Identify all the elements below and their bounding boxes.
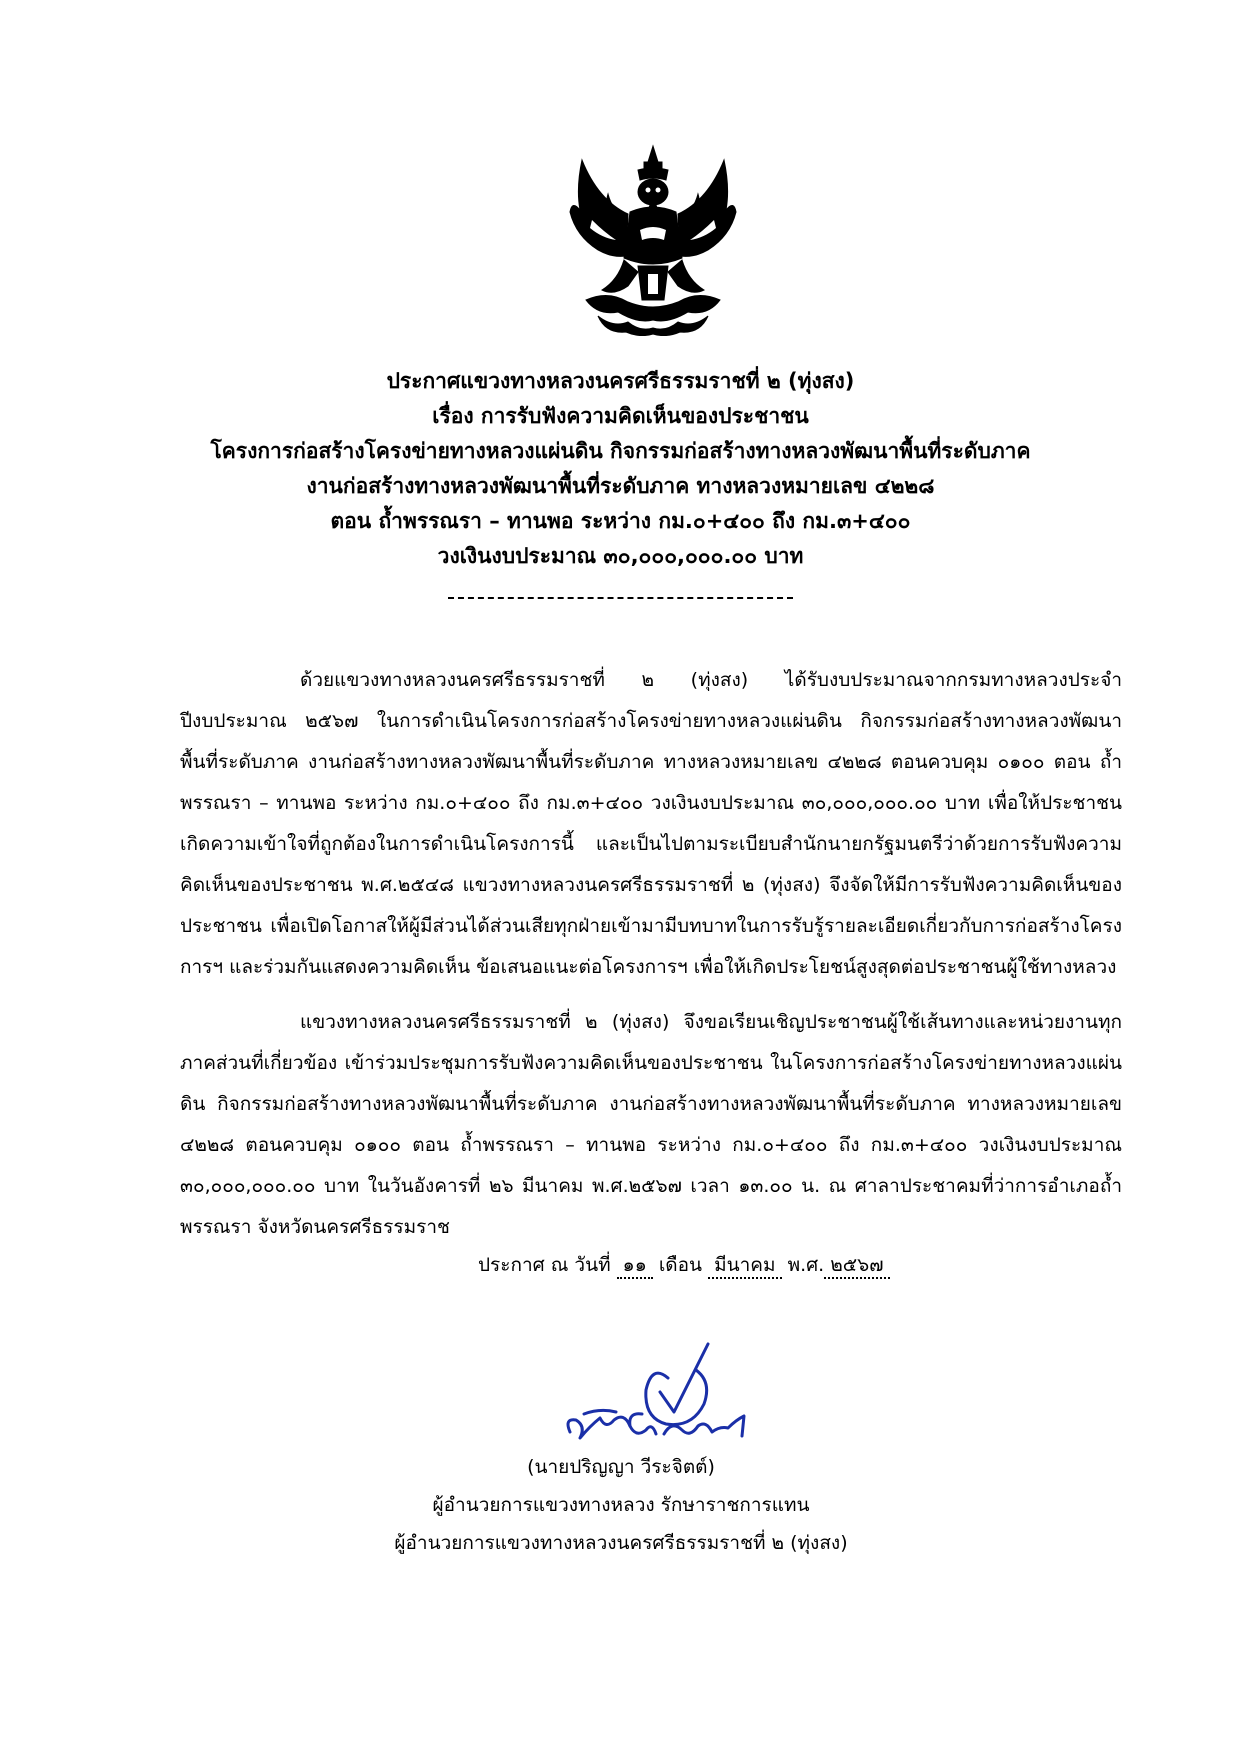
signer-block [300, 1448, 942, 1562]
title-line-4: งานก่อสร้างทางหลวงพัฒนาพื้นที่ระดับภาค ทางหลวงหมายเลข ๔๒๒๘ [306, 474, 935, 498]
title-line-5: ตอน ถ้ำพรรณรา – ทานพอ ระหว่าง กม.๐+๔๐๐ ถึง กม.๓+๔๐๐ [330, 509, 911, 533]
signer-position-2: ผู้อำนวยการแขวงทางหลวงนครศรีธรรมราชที่ ๒ (ทุ่งสง) [394, 1532, 848, 1554]
title-divider [448, 597, 793, 599]
title-line-6: วงเงินงบประมาณ ๓๐,๐๐๐,๐๐๐.๐๐ บาท [437, 544, 804, 568]
signature-icon [560, 1334, 760, 1452]
signer-name: (นายปริญญา วีระจิตต์) [527, 1456, 715, 1478]
date-month-label: เดือน [658, 1254, 703, 1276]
announcement-date [478, 1250, 890, 1280]
date-day: ๑๑ [617, 1253, 653, 1279]
title-line-3: โครงการก่อสร้างโครงข่ายทางหลวงแผ่นดิน กิจกรรมก่อสร้างทางหลวงพัฒนาพื้นที่ระดับภาค [210, 439, 1031, 463]
body-paragraph-2: แขวงทางหลวงนครศรีธรรมราชที่ ๒ (ทุ่งสง) จึงขอเรียนเชิญประชาชนผู้ใช้เส้นทางและหน่วยงานทุกภาคส่วนที่เกี่ยวข้อง เข้าร่วมประชุมการรับฟังความคิดเห็นของประชาชน ในโครงการก่อสร้างโครงข่ายทางหลวงแผ่นดิน กิจกรรมก่อสร้างทางหลวงพัฒนาพื้นที่ระดับภาค งานก่อสร้างทางหลวงพัฒนาพื้นที่ระดับภาค ทางหลวงหมายเลข ๔๒๒๘ ตอนควบคุม ๐๑๐๐ ตอน ถ้ำพรรณรา – ทานพอ ระหว่าง กม.๐+๔๐๐ ถึง กม.๓+๔๐๐ วงเงินงบประมาณ ๓๐,๐๐๐,๐๐๐.๐๐ บาท ในวันอังคารที่ ๒๖ มีนาคม พ.ศ.๒๕๖๗ เวลา ๑๓.๐๐ น. ณ ศาลาประชาคมที่ว่าการอำเภอถ้ำพรรณรา จังหวัดนครศรีธรรมราช [180, 1011, 1122, 1238]
title-line-2: เรื่อง การรับฟังความคิดเห็นของประชาชน [432, 404, 809, 428]
date-month: มีนาคม [708, 1253, 781, 1279]
signer-position-1: ผู้อำนวยการแขวงทางหลวง รักษาราชการแทน [432, 1494, 810, 1516]
date-year: ๒๕๖๗ [824, 1253, 889, 1279]
date-prefix: ประกาศ ณ วันที่ [478, 1254, 611, 1276]
title-line-1: ประกาศแขวงทางหลวงนครศรีธรรมราชที่ ๒ (ทุ่งสง) [386, 369, 855, 393]
announcement-title [120, 364, 1121, 574]
date-year-label: พ.ศ. [787, 1254, 825, 1276]
body-paragraph-1: ด้วยแขวงทางหลวงนครศรีธรรมราชที่ ๒ (ทุ่งสง) ได้รับงบประมาณจากกรมทางหลวงประจำปีงบประมาณ ๒๕๖๗ ในการดำเนินโครงการก่อสร้างโครงข่ายทางหลวงแผ่นดิน กิจกรรมก่อสร้างทางหลวงพัฒนาพื้นที่ระดับภาค งานก่อสร้างทางหลวงพัฒนาพื้นที่ระดับภาค ทางหลวงหมายเลข ๔๒๒๘ ตอนควบคุม ๐๑๐๐ ตอน ถ้ำพรรณรา – ทานพอ ระหว่าง กม.๐+๔๐๐ ถึง กม.๓+๔๐๐ วงเงินงบประมาณ ๓๐,๐๐๐,๐๐๐.๐๐ บาท เพื่อให้ประชาชนเกิดความเข้าใจที่ถูกต้องในการดำเนินโครงการนี้ และเป็นไปตามระเบียบสำนักนายกรัฐมนตรีว่าด้วยการรับฟังความคิดเห็นของประชาชน พ.ศ.๒๕๔๘ แขวงทางหลวงนครศรีธรรมราชที่ ๒ (ทุ่งสง) จึงจัดให้มีการรับฟังความคิดเห็นของประชาชน เพื่อเปิดโอกาสให้ผู้มีส่วนได้ส่วนเสียทุกฝ่ายเข้ามามีบทบาทในการรับรู้รายละเอียดเกี่ยวกับการก่อสร้างโครงการฯ และร่วมกันแสดงความคิดเห็น ข้อเสนอแนะต่อโครงการฯ เพื่อให้เกิดประโยชน์สูงสุดต่อประชาชนผู้ใช้ทางหลวง [180, 669, 1122, 978]
garuda-emblem-icon [568, 140, 738, 336]
